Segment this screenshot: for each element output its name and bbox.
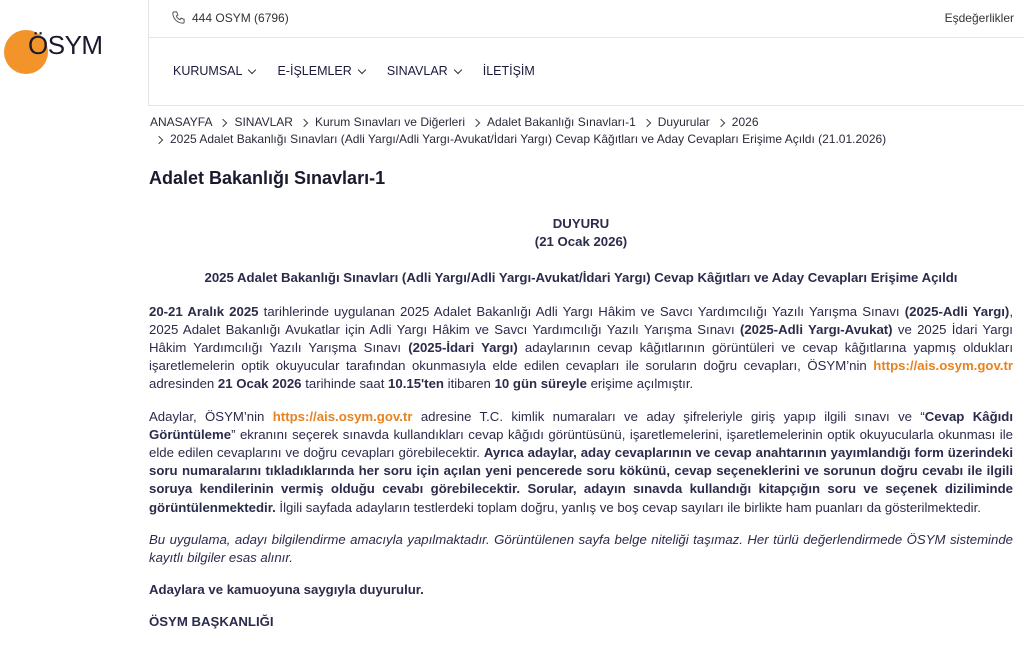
text: , 2025 Adalet Bakanlığı Avukatlar için Adli Yargı Hâkim ve Savcı Yardımcılığı Yazılı Yarışma Sınavı xyxy=(149,303,1013,337)
chevron-right-icon xyxy=(472,118,480,126)
chevron-down-icon xyxy=(453,65,461,73)
announcement-subtitle: 2025 Adalet Bakanlığı Sınavları (Adli Yargı/Adli Yargı-Avukat/İdari Yargı) Cevap Kâğıtları ve Aday Cevapları Erişime Açıldı xyxy=(204,270,958,286)
text-bold: 10 gün süreyle xyxy=(494,376,587,392)
signature: ÖSYM BAŞKANLIĞI xyxy=(149,614,274,630)
nav-label: SINAVLAR xyxy=(386,64,448,78)
phone-number: 444 OSYM (6796) xyxy=(192,10,289,25)
osym-logo[interactable] xyxy=(4,24,144,84)
text-bold: Ayrıca adaylar, aday cevaplarının ve cevap anahtarının yayımlandığı form üzerindeki soru numaralarını tıkladıklarında her soru için açılan yeni pencerede soru kökünü, cevap seçeneklerini ve sorunun doğru cevabı ile ilgili soruya kendilerinin vermiş olduğu cevabı görebilecektir. Sorular, adayın sınavda kullandığı kitapçığın soru ve seçenek diziliminde görüntülenmektedir. xyxy=(149,445,1013,515)
text: Adaylar, ÖSYM’nin xyxy=(149,408,273,424)
text-bold: Cevap Kâğıdı Görüntüleme xyxy=(149,408,1014,442)
breadcrumb-sinavlar[interactable]: SINAVLAR xyxy=(234,115,293,129)
paragraph-1 xyxy=(149,303,1013,394)
text-bold: (2025-Adli Yargı) xyxy=(904,303,1010,319)
breadcrumb-kurum-sinavlari[interactable]: Kurum Sınavları ve Diğerleri xyxy=(314,115,465,129)
page-title: Adalet Bakanlığı Sınavları-1 xyxy=(149,168,386,188)
text: ve 2025 İdari Yargı Hâkim Yardımcılığı Yazılı Yarışma Sınavı xyxy=(149,321,1013,356)
text-bold: (2025-Adli Yargı-Avukat) xyxy=(739,321,893,337)
chevron-right-icon xyxy=(643,118,651,126)
text: tarihinde saat xyxy=(301,376,389,392)
top-bar xyxy=(149,0,1024,38)
logo-text: ÖSYM xyxy=(28,30,103,60)
text: itibaren xyxy=(443,376,495,392)
chevron-down-icon xyxy=(248,65,256,73)
chevron-down-icon xyxy=(358,65,366,73)
text: adresinden xyxy=(149,376,218,392)
nav-e-islemler[interactable] xyxy=(277,64,364,78)
breadcrumb xyxy=(150,114,1010,148)
nav-label: İLETİŞİM xyxy=(482,64,535,78)
breadcrumb-duyurular[interactable]: Duyurular xyxy=(657,115,710,129)
text-bold: 20-21 Aralık 2025 xyxy=(149,303,259,319)
nav-sinavlar[interactable] xyxy=(387,64,461,78)
breadcrumb-home[interactable]: ANASAYFA xyxy=(150,115,213,129)
ais-link[interactable]: https://ais.osym.gov.tr xyxy=(272,408,413,424)
text: ” ekranını seçerek sınavda kullandıkları cevap kâğıdı görüntüsünü, işaretlemelerini, işaretlemelerinin optik okuyucularla okunması ile elde edilen cevaplarını ve doğru cevapları görebilecektir. xyxy=(149,426,1013,461)
paragraph-2 xyxy=(149,408,1013,517)
nav-label: E-İŞLEMLER xyxy=(277,64,352,78)
nav-iletisim[interactable] xyxy=(483,64,535,78)
announcement-content xyxy=(149,215,1013,646)
breadcrumb-current: 2025 Adalet Bakanlığı Sınavları (Adli Yargı/Adli Yargı-Avukat/İdari Yargı) Cevap Kâğıtları ve Aday Cevapları Erişime Açıldı (21.01.2026) xyxy=(170,132,887,146)
phone-icon xyxy=(171,10,186,25)
nav-kurumsal[interactable] xyxy=(173,64,255,78)
breadcrumb-adalet[interactable]: Adalet Bakanlığı Sınavları-1 xyxy=(487,115,636,129)
text-bold: 21 Ocak 2026 xyxy=(217,376,302,392)
text: erişime açılmıştır. xyxy=(586,376,694,392)
main-nav xyxy=(173,64,535,78)
equivalences-link[interactable]: Eşdeğerlikler xyxy=(944,11,1014,25)
text: adresine T.C. kimlik numaraları ve aday şifreleriyle giriş yapıp ilgili sınavı ve “ xyxy=(412,408,925,424)
chevron-right-icon xyxy=(717,118,725,126)
chevron-right-icon xyxy=(300,118,308,126)
phone-contact[interactable] xyxy=(171,10,289,25)
paragraph-4: Adaylara ve kamuoyuna saygıyla duyurulur. xyxy=(149,582,424,598)
announcement-heading: DUYURU xyxy=(552,216,610,231)
chevron-right-icon xyxy=(155,135,163,143)
text-bold: 10.15'ten xyxy=(388,376,444,392)
site-header xyxy=(148,0,1024,106)
text: tarihlerinde uygulanan 2025 Adalet Bakanlığı Adli Yargı Hâkim ve Savcı Yardımcılığı Yazılı Yarışma Sınavı xyxy=(258,303,905,319)
text-bold: (2025-İdari Yargı) xyxy=(408,340,518,356)
text: adaylarının cevap kâğıtlarının görüntüleri ve cevap kâğıtlarına yapmış oldukları işaretlemelerin optik okuyucular tarafından okunmasıyla elde edilen cevapları ile soruların doğru cevapları, ÖSYM’nin xyxy=(149,340,1013,374)
paragraph-3: Bu uygulama, adayı bilgilendirme amacıyla yapılmaktadır. Görüntülenen sayfa belge niteliği taşımaz. Her türlü değerlendirmede ÖSYM sisteminde kayıtlı bilgiler esas alınır. xyxy=(149,531,1013,566)
ais-link[interactable]: https://ais.osym.gov.tr xyxy=(873,358,1013,374)
announcement-date: (21 Ocak 2026) xyxy=(534,234,628,250)
nav-label: KURUMSAL xyxy=(173,64,243,78)
breadcrumb-year[interactable]: 2026 xyxy=(731,115,759,129)
chevron-right-icon xyxy=(219,118,227,126)
text: İlgili sayfada adayların testlerdeki toplam doğru, yanlış ve boş cevap sayıları ile birlikte ham puanları da gösterilmektedir. xyxy=(275,499,981,515)
